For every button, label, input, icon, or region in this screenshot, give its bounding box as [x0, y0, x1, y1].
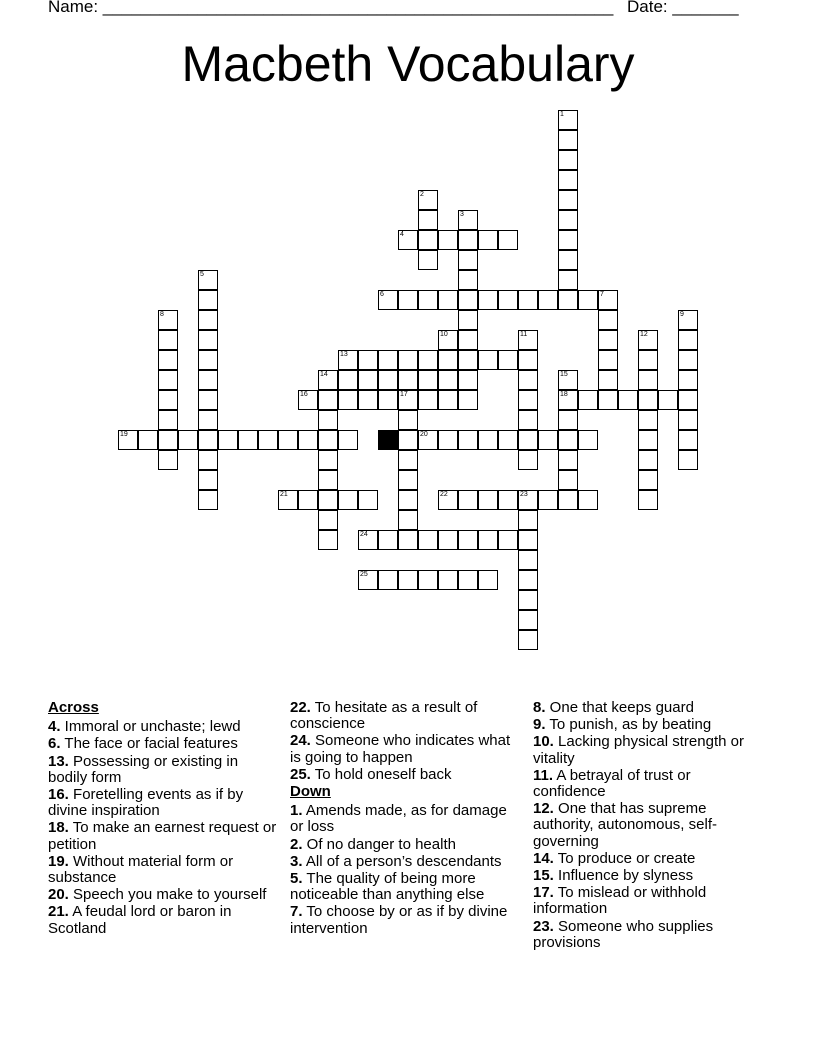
clue-text: Foretelling events as if by divine inspiration	[48, 786, 244, 820]
clue-text: Someone who supplies provisions	[533, 917, 714, 951]
grid-cell[interactable]	[518, 350, 538, 370]
grid-cell[interactable]	[478, 350, 498, 370]
grid-cell[interactable]	[318, 370, 338, 390]
grid-cell[interactable]	[678, 430, 698, 450]
grid-cell[interactable]	[318, 510, 338, 530]
clue-number: 25.	[290, 765, 311, 783]
grid-cell[interactable]	[318, 490, 338, 510]
grid-cell[interactable]	[398, 410, 418, 430]
clue-text: Possessing or existing in bodily form	[48, 752, 239, 786]
grid-cell[interactable]	[558, 270, 578, 290]
grid-cell[interactable]	[458, 270, 478, 290]
grid-cell[interactable]	[538, 290, 558, 310]
clue-text: Speech you make to yourself	[68, 886, 267, 904]
clue-number: 24.	[290, 732, 311, 750]
grid-cell[interactable]	[438, 230, 458, 250]
grid-cell[interactable]	[358, 370, 378, 390]
grid-cell[interactable]	[418, 230, 438, 250]
grid-cell[interactable]	[498, 430, 518, 450]
clue-number-label: 11	[520, 331, 528, 338]
grid-cell[interactable]	[498, 290, 518, 310]
clue-text: To punish, as by beating	[545, 716, 712, 734]
clue-number-label: 9	[680, 311, 684, 318]
clue-number-label: 6	[380, 291, 384, 298]
clue-number-label: 21	[280, 491, 288, 498]
grid-cell[interactable]	[198, 270, 218, 290]
grid-cell[interactable]	[578, 290, 598, 310]
clue-number-label: 4	[400, 231, 404, 238]
grid-cell[interactable]	[598, 370, 618, 390]
grid-cell[interactable]	[398, 370, 418, 390]
grid-cell[interactable]	[518, 530, 538, 550]
clue-item	[48, 754, 280, 786]
clue-number-label: 19	[120, 431, 128, 438]
clue-number-label: 17	[400, 391, 408, 398]
clue-item	[533, 717, 765, 733]
clue-item	[290, 871, 522, 903]
grid-cell[interactable]	[158, 350, 178, 370]
grid-cell[interactable]	[338, 390, 358, 410]
grid-cell[interactable]	[298, 430, 318, 450]
grid-cell[interactable]	[638, 350, 658, 370]
clue-text: To hesitate as a result of conscience	[290, 699, 478, 733]
grid-cell[interactable]	[398, 490, 418, 510]
clue-item	[533, 919, 765, 951]
clue-number: 10.	[533, 733, 554, 751]
grid-cell[interactable]	[478, 230, 498, 250]
grid-cell[interactable]	[458, 290, 478, 310]
clue-text: To make an earnest request or petition	[48, 819, 277, 853]
clue-item	[48, 787, 280, 819]
grid-cell[interactable]	[318, 530, 338, 550]
grid-cell[interactable]	[678, 350, 698, 370]
grid-cell[interactable]	[498, 530, 518, 550]
clue-number-label: 1	[560, 111, 564, 118]
grid-cell[interactable]	[558, 110, 578, 130]
grid-cell[interactable]	[238, 430, 258, 450]
grid-cell[interactable]	[678, 390, 698, 410]
grid-cell[interactable]	[198, 470, 218, 490]
grid-cell[interactable]	[398, 390, 418, 410]
clue-number-label: 2	[420, 191, 424, 198]
clue-number: 1.	[290, 802, 303, 820]
grid-cell[interactable]	[518, 510, 538, 530]
clue-number-label: 10	[440, 331, 448, 338]
grid-cell[interactable]	[558, 210, 578, 230]
clue-number: 7.	[290, 903, 303, 921]
grid-cell[interactable]	[558, 450, 578, 470]
grid-cell[interactable]	[558, 290, 578, 310]
name-field[interactable]: Name: ______________________________________________________	[48, 0, 614, 16]
grid-cell[interactable]	[538, 430, 558, 450]
grid-cell[interactable]	[358, 390, 378, 410]
grid-cell[interactable]	[338, 430, 358, 450]
clue-number: 3.	[290, 852, 303, 870]
grid-cell[interactable]	[598, 290, 618, 310]
grid-cell[interactable]	[298, 490, 318, 510]
grid-cell[interactable]	[198, 430, 218, 450]
grid-cell[interactable]	[358, 350, 378, 370]
clue-number: 8.	[533, 699, 546, 716]
grid-cell[interactable]	[358, 530, 378, 550]
clue-number: 21.	[48, 903, 69, 921]
down-heading: Down	[290, 783, 331, 801]
blocked-cell	[378, 430, 398, 450]
grid-cell[interactable]	[598, 310, 618, 330]
clue-item	[48, 887, 280, 903]
clue-number-label: 25	[360, 571, 368, 578]
grid-cell[interactable]	[418, 570, 438, 590]
clue-item	[290, 733, 522, 765]
grid-cell[interactable]	[378, 350, 398, 370]
grid-cell[interactable]	[598, 330, 618, 350]
clue-text: To hold oneself back	[310, 765, 452, 783]
grid-cell[interactable]	[638, 330, 658, 350]
clue-number: 19.	[48, 852, 69, 870]
clue-number-label: 23	[520, 491, 528, 498]
grid-cell[interactable]	[458, 210, 478, 230]
grid-cell[interactable]	[398, 230, 418, 250]
clue-number-label: 7	[600, 291, 604, 298]
grid-cell[interactable]	[198, 370, 218, 390]
grid-cell[interactable]	[418, 430, 438, 450]
grid-cell[interactable]	[438, 350, 458, 370]
clue-text: One that keeps guard	[545, 699, 694, 716]
grid-cell[interactable]	[438, 430, 458, 450]
clue-number-label: 22	[440, 491, 448, 498]
grid-cell[interactable]	[438, 290, 458, 310]
grid-cell[interactable]	[338, 490, 358, 510]
grid-cell[interactable]	[418, 530, 438, 550]
grid-cell[interactable]	[558, 230, 578, 250]
grid-cell[interactable]	[438, 370, 458, 390]
clue-item	[48, 736, 280, 752]
clue-number-label: 12	[640, 331, 648, 338]
grid-cell[interactable]	[318, 470, 338, 490]
grid-cell[interactable]	[458, 370, 478, 390]
grid-cell[interactable]	[478, 530, 498, 550]
puzzle-title: Macbeth Vocabulary	[181, 36, 635, 92]
grid-cell[interactable]	[358, 570, 378, 590]
clue-number: 22.	[290, 699, 311, 716]
clue-number-label: 20	[420, 431, 428, 438]
clue-number: 20.	[48, 886, 69, 904]
grid-cell[interactable]	[458, 390, 478, 410]
grid-cell[interactable]	[398, 430, 418, 450]
clue-text: Influence by slyness	[553, 867, 694, 885]
grid-cell[interactable]	[198, 330, 218, 350]
grid-cell[interactable]	[158, 330, 178, 350]
clue-number: 4.	[48, 718, 61, 736]
grid-cell[interactable]	[418, 370, 438, 390]
grid-cell[interactable]	[418, 210, 438, 230]
grid-cell[interactable]	[358, 490, 378, 510]
clue-number: 11.	[533, 766, 554, 784]
grid-cell[interactable]	[398, 570, 418, 590]
grid-cell[interactable]	[678, 370, 698, 390]
grid-cell[interactable]	[158, 370, 178, 390]
clue-item	[533, 885, 765, 917]
clue-item	[290, 700, 522, 732]
grid-cell[interactable]	[538, 490, 558, 510]
grid-cell[interactable]	[278, 490, 298, 510]
grid-cell[interactable]	[458, 310, 478, 330]
grid-cell[interactable]	[398, 350, 418, 370]
clue-number-label: 13	[340, 351, 348, 358]
grid-cell[interactable]	[378, 370, 398, 390]
clue-number-label: 14	[320, 371, 328, 378]
grid-cell[interactable]	[678, 330, 698, 350]
grid-cell[interactable]	[498, 490, 518, 510]
clue-number: 5.	[290, 870, 303, 888]
grid-cell[interactable]	[478, 570, 498, 590]
clue-item	[290, 767, 522, 783]
grid-cell[interactable]	[578, 490, 598, 510]
grid-cell[interactable]	[158, 410, 178, 430]
grid-cell[interactable]	[198, 450, 218, 470]
clues-column-2	[290, 700, 522, 938]
clue-item	[48, 719, 280, 735]
grid-cell[interactable]	[438, 390, 458, 410]
grid-cell[interactable]	[518, 590, 538, 610]
clue-text: Immoral or unchaste; lewd	[60, 718, 241, 736]
clue-number-label: 8	[160, 311, 164, 318]
grid-cell[interactable]	[558, 470, 578, 490]
grid-cell[interactable]	[678, 310, 698, 330]
grid-cell[interactable]	[118, 430, 138, 450]
clue-number-label: 3	[460, 211, 464, 218]
clue-number: 2.	[290, 835, 303, 853]
grid-cell[interactable]	[478, 430, 498, 450]
grid-cell[interactable]	[558, 170, 578, 190]
grid-cell[interactable]	[398, 510, 418, 530]
clue-item	[533, 801, 765, 850]
clue-text: The face or facial features	[60, 735, 238, 753]
clue-item	[48, 904, 280, 936]
grid-cell[interactable]	[318, 410, 338, 430]
clue-item	[533, 851, 765, 867]
grid-cell[interactable]	[638, 450, 658, 470]
clue-number: 12.	[533, 800, 554, 818]
grid-cell[interactable]	[498, 230, 518, 250]
clue-item	[290, 837, 522, 853]
grid-cell[interactable]	[398, 470, 418, 490]
grid-cell[interactable]	[438, 570, 458, 590]
grid-cell[interactable]	[198, 290, 218, 310]
grid-cell[interactable]	[518, 490, 538, 510]
grid-cell[interactable]	[438, 490, 458, 510]
grid-cell[interactable]	[638, 370, 658, 390]
clue-item	[290, 854, 522, 870]
grid-cell[interactable]	[318, 390, 338, 410]
grid-cell[interactable]	[198, 490, 218, 510]
grid-cell[interactable]	[458, 230, 478, 250]
grid-cell[interactable]	[378, 530, 398, 550]
clue-text: Of no danger to health	[302, 835, 456, 853]
grid-cell[interactable]	[318, 430, 338, 450]
clue-number-label: 15	[560, 371, 568, 378]
date-field[interactable]: Date: _______	[627, 0, 739, 16]
grid-cell[interactable]	[178, 430, 198, 450]
clue-text: Someone who indicates what is going to happen	[290, 732, 511, 766]
clue-item	[533, 734, 765, 766]
clue-number: 17.	[533, 884, 554, 902]
grid-cell[interactable]	[158, 310, 178, 330]
clue-text: To produce or create	[553, 849, 696, 867]
grid-cell[interactable]	[518, 410, 538, 430]
grid-cell[interactable]	[318, 450, 338, 470]
clue-item	[48, 854, 280, 886]
grid-cell[interactable]	[438, 330, 458, 350]
clue-number-label: 24	[360, 531, 368, 538]
grid-cell[interactable]	[158, 430, 178, 450]
grid-cell[interactable]	[398, 530, 418, 550]
grid-cell[interactable]	[598, 350, 618, 370]
clue-number: 18.	[48, 819, 69, 837]
clue-text: The quality of being more noticeable than anything else	[290, 870, 485, 904]
grid-cell[interactable]	[418, 190, 438, 210]
grid-cell[interactable]	[558, 370, 578, 390]
grid-cell[interactable]	[458, 430, 478, 450]
grid-cell[interactable]	[558, 150, 578, 170]
grid-cell[interactable]	[458, 530, 478, 550]
grid-cell[interactable]	[198, 410, 218, 430]
grid-cell[interactable]	[458, 350, 478, 370]
clues-column-3	[533, 700, 765, 952]
clue-item	[290, 904, 522, 936]
grid-cell[interactable]	[418, 250, 438, 270]
clue-item	[533, 700, 765, 716]
clue-text: Without material form or substance	[48, 852, 234, 887]
grid-cell[interactable]	[558, 410, 578, 430]
grid-cell[interactable]	[398, 450, 418, 470]
grid-cell[interactable]	[518, 370, 538, 390]
clue-item	[48, 820, 280, 852]
grid-cell[interactable]	[518, 610, 538, 630]
clue-number: 13.	[48, 752, 69, 770]
grid-cell[interactable]	[158, 450, 178, 470]
grid-cell[interactable]	[638, 390, 658, 410]
grid-cell[interactable]	[558, 190, 578, 210]
grid-cell[interactable]	[258, 430, 278, 450]
grid-cell[interactable]	[158, 390, 178, 410]
grid-cell[interactable]	[558, 390, 578, 410]
clue-number: 16.	[48, 786, 69, 804]
grid-cell[interactable]	[558, 250, 578, 270]
clue-number: 14.	[533, 849, 554, 867]
grid-cell[interactable]	[378, 570, 398, 590]
clue-text: A feudal lord or baron in Scotland	[48, 903, 232, 937]
clue-number-label: 5	[200, 271, 204, 278]
clue-number-label: 16	[300, 391, 308, 398]
grid-cell[interactable]	[558, 130, 578, 150]
grid-cell[interactable]	[638, 490, 658, 510]
grid-cell[interactable]	[338, 370, 358, 390]
grid-cell[interactable]	[558, 490, 578, 510]
clue-number: 6.	[48, 735, 61, 753]
grid-cell[interactable]	[378, 290, 398, 310]
clue-item	[533, 868, 765, 884]
grid-cell[interactable]	[338, 350, 358, 370]
grid-cell[interactable]	[398, 290, 418, 310]
grid-cell[interactable]	[518, 630, 538, 650]
grid-cell[interactable]	[478, 290, 498, 310]
grid-cell[interactable]	[518, 570, 538, 590]
grid-cell[interactable]	[558, 430, 578, 450]
clue-text: All of a person’s descendants	[302, 852, 502, 870]
grid-cell[interactable]	[458, 330, 478, 350]
grid-cell[interactable]	[518, 330, 538, 350]
clues-column-1	[48, 700, 280, 938]
grid-cell[interactable]	[298, 390, 318, 410]
grid-cell[interactable]	[458, 250, 478, 270]
grid-cell[interactable]	[418, 350, 438, 370]
grid-cell[interactable]	[458, 490, 478, 510]
grid-cell[interactable]	[418, 290, 438, 310]
grid-cell[interactable]	[438, 530, 458, 550]
grid-cell[interactable]	[638, 410, 658, 430]
grid-cell[interactable]	[458, 570, 478, 590]
grid-cell[interactable]	[678, 410, 698, 430]
grid-cell[interactable]	[578, 430, 598, 450]
clue-text: Amends made, as for damage or loss	[290, 802, 507, 836]
grid-cell[interactable]	[478, 490, 498, 510]
grid-cell[interactable]	[198, 310, 218, 330]
grid-cell[interactable]	[518, 290, 538, 310]
clue-number: 9.	[533, 716, 546, 734]
grid-cell[interactable]	[198, 350, 218, 370]
grid-cell[interactable]	[198, 390, 218, 410]
across-heading: Across	[48, 699, 99, 716]
grid-cell[interactable]	[658, 390, 678, 410]
grid-cell[interactable]	[498, 350, 518, 370]
grid-cell[interactable]	[518, 430, 538, 450]
grid-cell[interactable]	[278, 430, 298, 450]
clue-text: Lacking physical strength or vitality	[533, 733, 744, 767]
grid-cell[interactable]	[618, 390, 638, 410]
clue-text: To choose by or as if by divine intervention	[290, 903, 508, 937]
grid-cell[interactable]	[138, 430, 158, 450]
clue-item	[290, 803, 522, 835]
clue-text: To mislead or withhold information	[533, 884, 707, 918]
grid-cell[interactable]	[218, 430, 238, 450]
grid-cell[interactable]	[638, 470, 658, 490]
grid-cell[interactable]	[598, 390, 618, 410]
grid-cell[interactable]	[378, 390, 398, 410]
clue-number: 15.	[533, 867, 554, 885]
clue-text: One that has supreme authority, autonomous, self-governing	[533, 800, 717, 850]
grid-cell[interactable]	[678, 450, 698, 470]
clue-text: A betrayal of trust or confidence	[533, 766, 691, 801]
grid-cell[interactable]	[518, 450, 538, 470]
clue-number: 23.	[533, 917, 554, 935]
grid-cell[interactable]	[518, 390, 538, 410]
grid-cell[interactable]	[638, 430, 658, 450]
grid-cell[interactable]	[578, 390, 598, 410]
grid-cell[interactable]	[518, 550, 538, 570]
clue-number-label: 18	[560, 391, 568, 398]
clue-item	[533, 768, 765, 800]
grid-cell[interactable]	[418, 390, 438, 410]
